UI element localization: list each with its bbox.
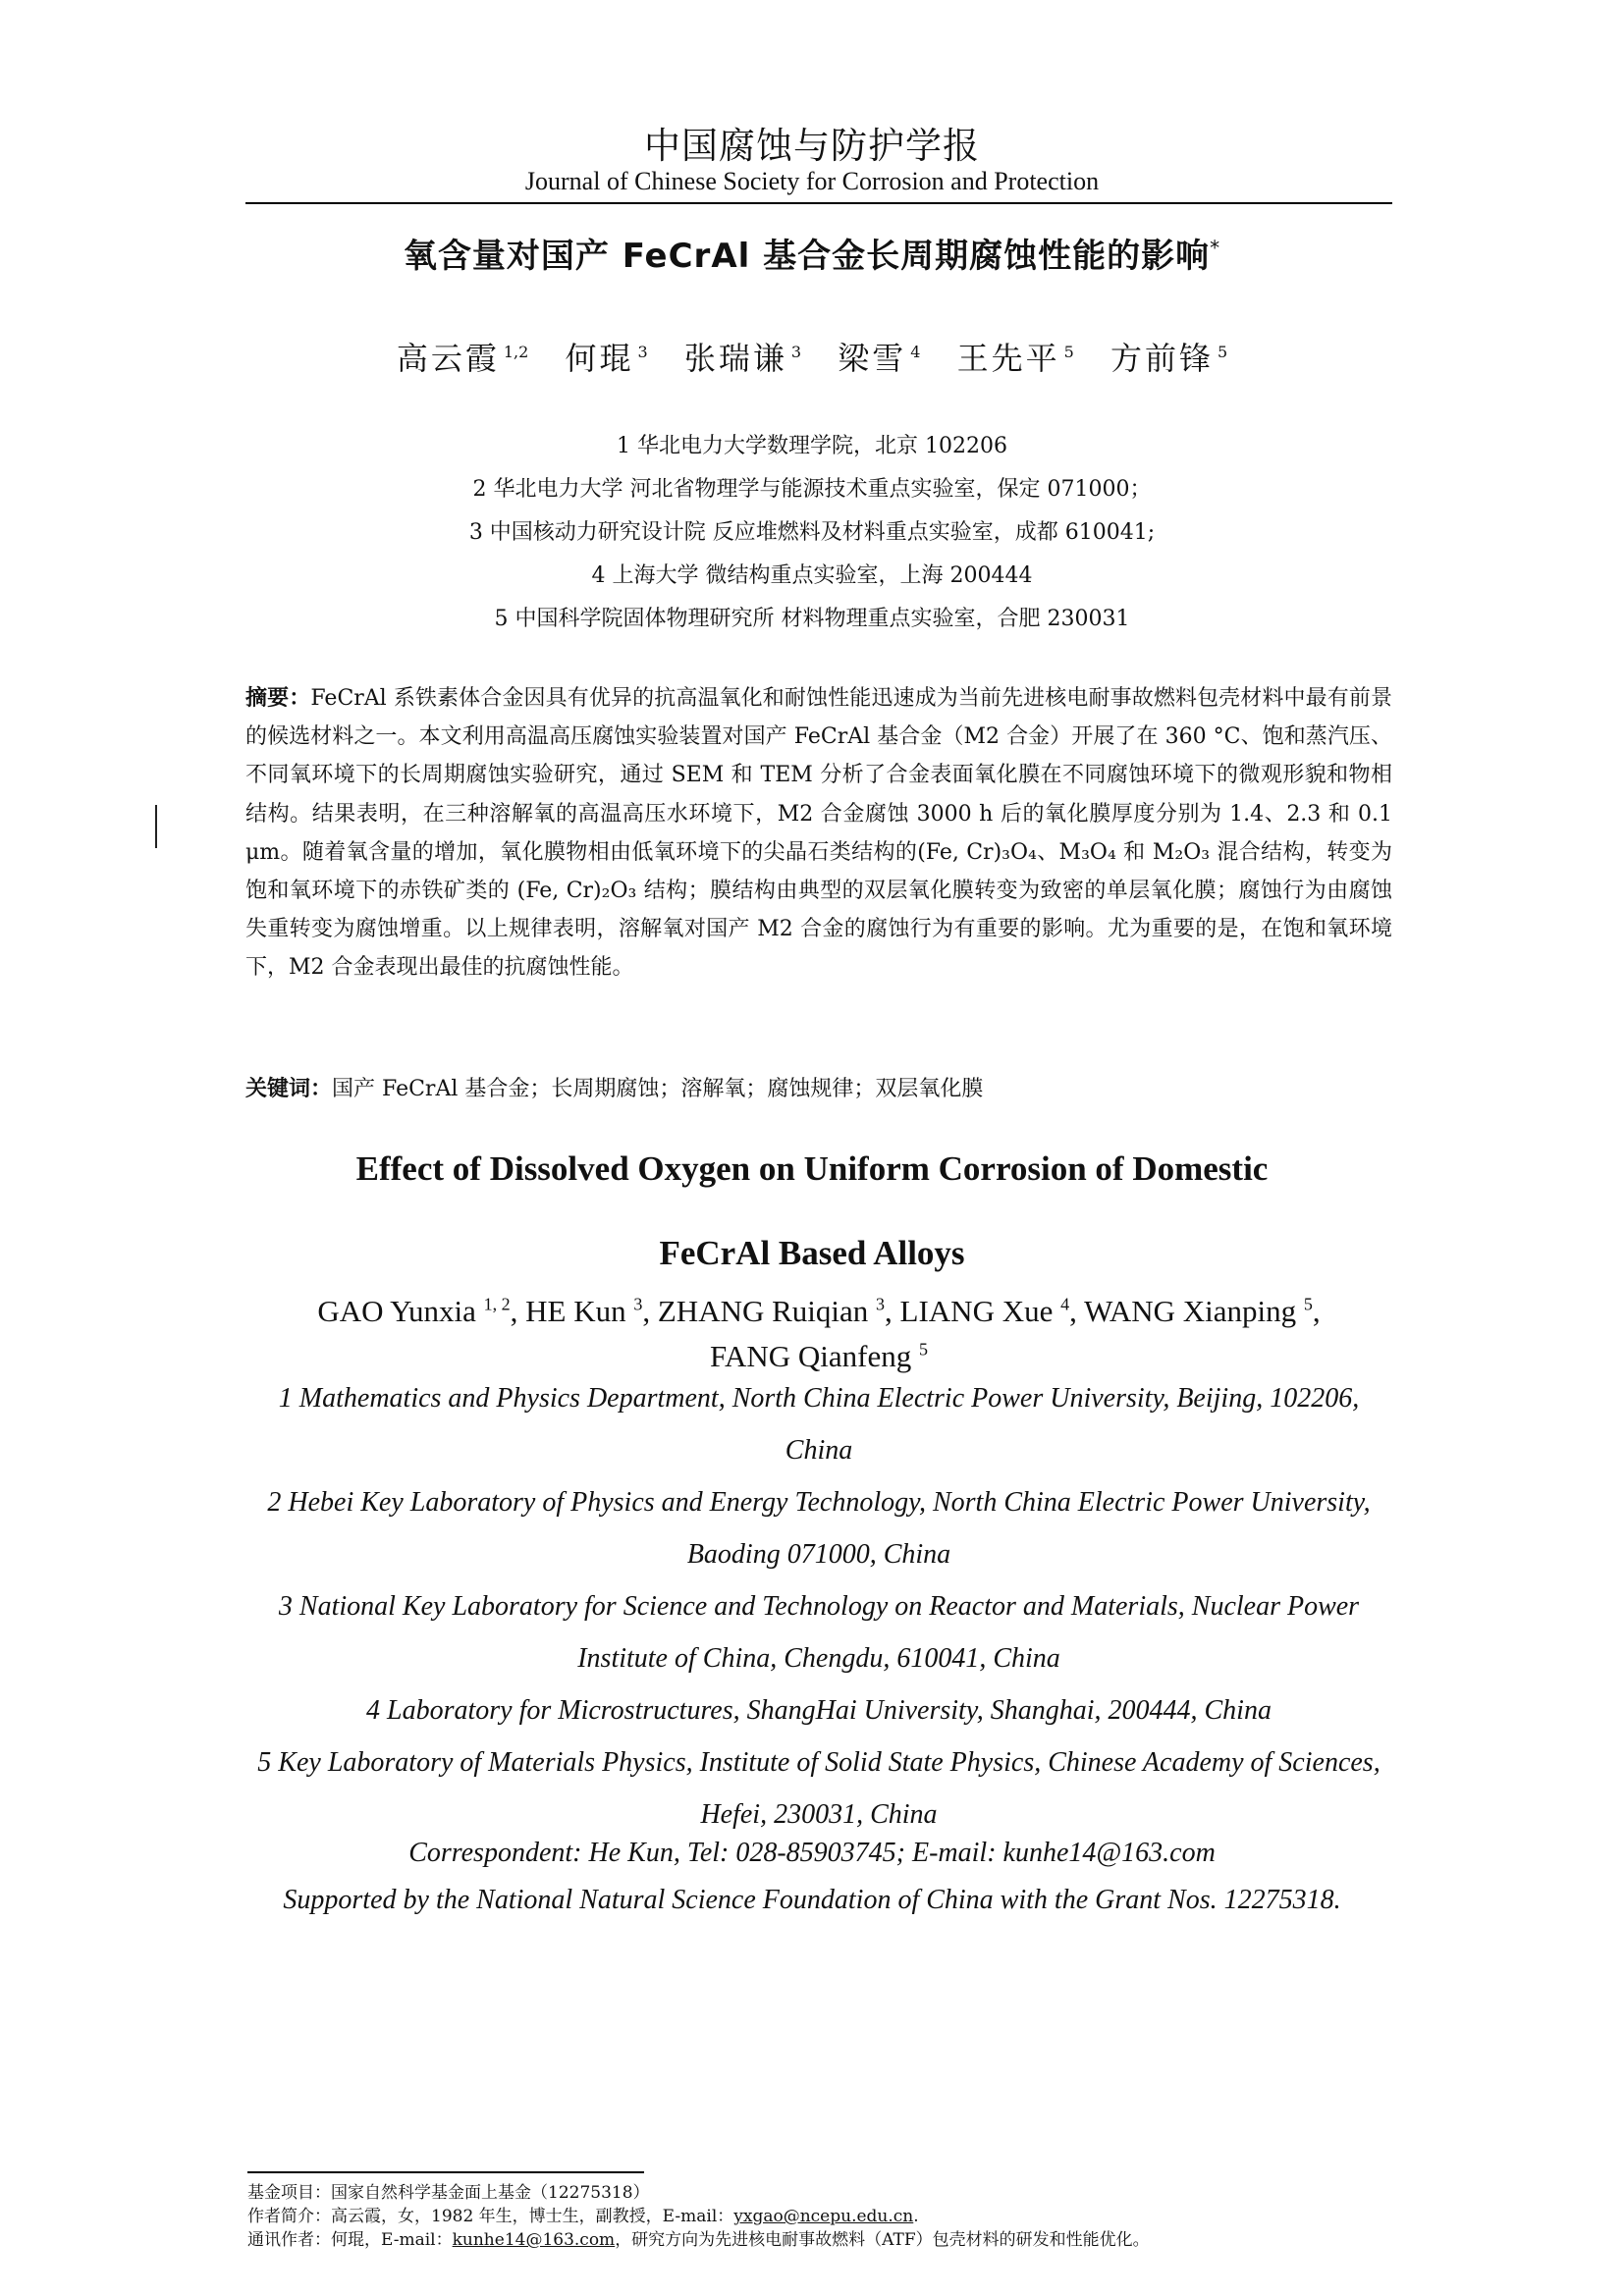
author-cn [1110,340,1227,377]
author-name: HE Kun [525,1294,626,1329]
author-name: WANG Xianping [1084,1294,1297,1329]
journal-title-cn: 中国腐蚀与防护学报 [644,125,980,167]
correspondent-line: Correspondent: He Kun, Tel: 028-85903745; E-mail: kunhe14@163.com [408,1838,1216,1868]
author-list-cn [0,334,1624,379]
affiliation-en: 1 Mathematics and Physics Department, North China Electric Power University, Beijing, 102206, China [278,1383,1360,1466]
author-affil-mark: 1,2 [503,343,529,362]
author-name: GAO Yunxia [317,1294,476,1329]
author-affil-mark: 5 [1063,343,1074,362]
author-en [525,1294,658,1328]
author-affil-mark: 4 [910,343,921,362]
author-name: 张瑞谦 [683,340,787,377]
affiliation-en: 4 Laboratory for Microstructures, ShangHai University, Shanghai, 200444, China [366,1695,1272,1726]
footnote-correspondent [247,2228,1394,2252]
author-name: 高云霞 [396,340,500,377]
author-name: 梁雪 [838,340,907,377]
author-cn [957,340,1074,377]
author-separator: , [510,1294,526,1329]
author-affil-mark: 3 [637,343,648,362]
abstract-text: FeCrAl 系铁素体合金因具有优异的抗高温氧化和耐蚀性能迅速成为当前先进核电耐事故燃料包壳材料中最有前景的候选材料之一。本文利用高温高压腐蚀实验装置对国产 FeCrAl 基合金（M2 合金）开展了在 360 °C、饱和蒸汽压、不同氧环境下的长周期腐蚀实验研究，通过 SEM 和 TEM 分析了合金表面氧化膜在不同腐蚀环境下的微观形貌和物相结构。结果表明，在三种溶解氧的高温高压水环境下，M2 合金腐蚀 3000 h 后的氧化膜厚度分别为 1.4、2.3 和 0.1 μm。随着氧含量的增加，氧化膜物相由低氧环境下的尖晶石类结构的(Fe, Cr)₃O₄、M₃O₄ 和 M₂O₃ 混合结构，转变为饱和氧环境下的赤铁矿类的 (Fe, Cr)₂O₃ 结构；膜结构由典型的双层氧化膜转变为致密的单层氧化膜；腐蚀行为由腐蚀失重转变为腐蚀增重。以上规律表明，溶解氧对国产 M2 合金的腐蚀行为有重要的影响。尤为重要的是，在饱和氧环境下，M2 合金表现出最佳的抗腐蚀性能。 [245,686,1392,981]
author-email-link[interactable]: yxgao@ncepu.edu.cn [733,2207,914,2226]
author-affil-mark: 4 [1060,1295,1070,1314]
author-cn [838,340,920,377]
author-name: FANG Qianfeng [710,1338,912,1373]
author-name: 王先平 [956,340,1060,377]
author-en [1084,1294,1321,1328]
affiliation-list-cn [0,425,1624,641]
author-separator: , [885,1294,900,1329]
author-name: LIANG Xue [899,1294,1054,1329]
footnote-author-text: 作者简介：高云霞，女，1982 年生，博士生，副教授，E-mail： [247,2207,734,2226]
paper-title-en [0,1127,1624,1296]
author-affil-mark: 1, 2 [483,1295,511,1314]
title-footnote-mark: * [1210,236,1221,260]
author-name: 何琨 [565,340,634,377]
author-en [317,1294,525,1328]
footnote-author [247,2205,1394,2228]
author-affil-mark: 5 [1217,343,1228,362]
author-affil-mark: 3 [790,343,802,362]
header-rule [245,202,1392,204]
keywords-cn [245,1070,1392,1108]
author-affil-mark: 3 [633,1295,643,1314]
paper-title-cn [0,229,1624,277]
abstract-label: 摘要： [245,685,311,711]
author-name: ZHANG Ruiqian [657,1294,869,1329]
author-separator: , [1312,1294,1321,1329]
footnote-rule [247,2171,644,2173]
corr-email-link[interactable]: kunhe14@163.com [452,2230,616,2250]
affiliation-list-en [245,1372,1392,1841]
affiliation-en: 2 Hebei Key Laboratory of Physics and Energy Technology, North China Electric Power University, Baoding 071000, China [267,1487,1371,1570]
paper-title-cn-text: 氧含量对国产 FeCrAl 基合金长周期腐蚀性能的影响 [403,237,1211,276]
author-affil-mark: 5 [918,1339,928,1360]
author-cn [565,340,647,377]
author-en [710,1339,928,1373]
author-separator: , [642,1294,658,1329]
affiliation-cn: 2 华北电力大学 河北省物理学与能源技术重点实验室，保定 071000； [472,477,1152,502]
affiliation-cn: 1 华北电力大学数理学院，北京 102206 [617,434,1007,458]
keywords-label: 关键词： [245,1076,333,1101]
footnotes [247,2181,1394,2252]
footnote-fund: 基金项目：国家自然科学基金面上基金（12275318） [247,2183,650,2203]
affiliation-cn: 5 中国科学院固体物理研究所 材料物理重点实验室，合肥 230031 [494,607,1130,631]
author-en [658,1294,900,1328]
author-affil-mark: 5 [1303,1295,1313,1314]
affiliation-cn: 4 上海大学 微结构重点实验室，上海 200444 [591,563,1033,588]
footnote-corr-text: 通讯作者：何琨，E-mail： [247,2230,453,2250]
journal-title-en: Journal of Chinese Society for Corrosion and Protection [524,167,1100,195]
paper-title-en-line: Effect of Dissolved Oxygen on Uniform Corrosion of Domestic [355,1149,1269,1188]
text-cursor [155,805,157,848]
footnote-corr-end: ，研究方向为先进核电耐事故燃料（ATF）包壳材料的研发和性能优化。 [615,2230,1150,2250]
author-cn [684,340,801,377]
footnote-author-end: . [913,2207,919,2226]
author-affil-mark: 3 [876,1295,886,1314]
affiliation-en: 5 Key Laboratory of Materials Physics, Institute of Solid State Physics, Chinese Academy of Sciences, Hefei, 230031, China [257,1747,1380,1830]
author-en [900,1294,1085,1328]
paper-title-en-line: FeCrAl Based Alloys [659,1234,965,1272]
author-cn [397,340,528,377]
keywords-text: 国产 FeCrAl 基合金；长周期腐蚀；溶解氧；腐蚀规律；双层氧化膜 [332,1077,984,1101]
author-list-en [245,1286,1392,1375]
author-name: 方前锋 [1110,340,1214,377]
affiliation-en: 3 National Key Laboratory for Science and Technology on Reactor and Materials, Nuclear Power Institute of China, Chengdu, 610041, China [278,1591,1360,1674]
funding-line: Supported by the National Natural Science Foundation of China with the Grant Nos. 12275318. [283,1885,1341,1915]
author-separator: , [1069,1294,1085,1329]
affiliation-cn: 3 中国核动力研究设计院 反应堆燃料及材料重点实验室，成都 610041; [468,520,1156,545]
abstract-cn [245,679,1392,988]
